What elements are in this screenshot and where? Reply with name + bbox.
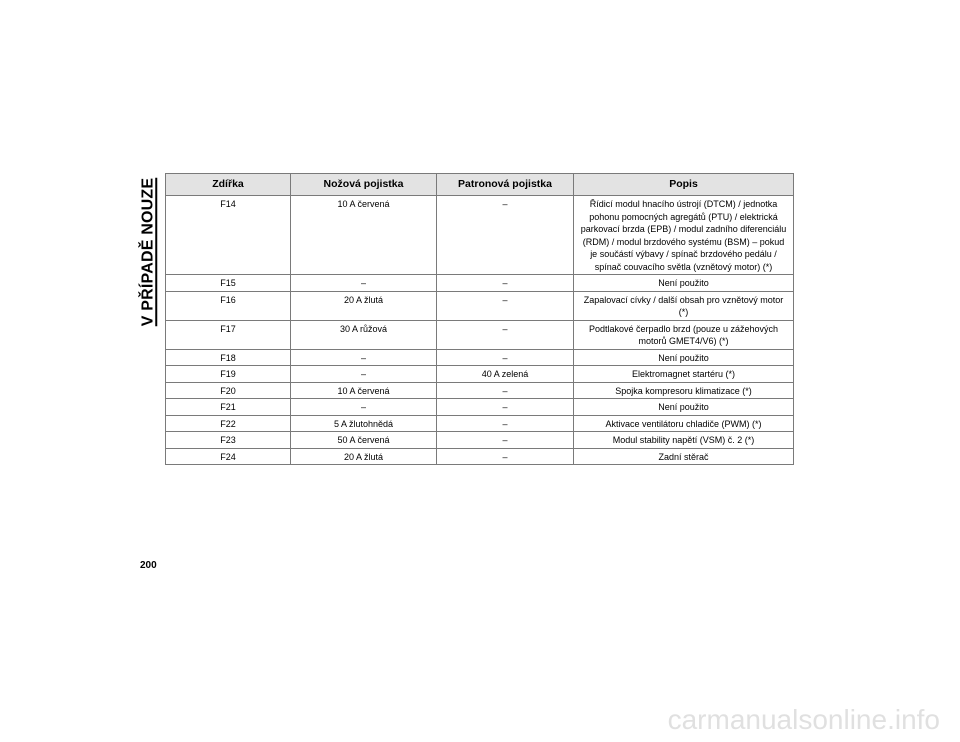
cell-slot: F18 [166,349,291,366]
cell-slot: F16 [166,291,291,320]
table-row [166,291,794,320]
table-header-row [166,174,794,196]
cell-blade-fuse: – [291,399,437,416]
table-row [166,399,794,416]
cell-blade-fuse: 30 A růžová [291,320,437,349]
cell-description: Aktivace ventilátoru chladiče (PWM) (*) [574,415,794,432]
cell-description: Podtlakové čerpadlo brzd (pouze u zážehových motorů GMET4/V6) (*) [574,320,794,349]
cell-slot: F22 [166,415,291,432]
cell-blade-fuse: – [291,366,437,383]
cell-cartridge-fuse: – [437,275,574,292]
table-row [166,196,794,275]
cell-slot: F19 [166,366,291,383]
cell-description: Spojka kompresoru klimatizace (*) [574,382,794,399]
cell-description: Zapalovací cívky / další obsah pro vznětový motor (*) [574,291,794,320]
cell-description: Řídicí modul hnacího ústrojí (DTCM) / jednotka pohonu pomocných agregátů (PTU) / elektrická parkovací brzda (EPB) / modul zadního diferenciálu (RDM) / modul brzdového systému (BSM) – pokud je součástí výbavy / spínač brzdového pedálu / spínač couvacího světla (vznětový motor) (*) [574,196,794,275]
table-row [166,382,794,399]
table-row [166,275,794,292]
cell-blade-fuse: 5 A žlutohnědá [291,415,437,432]
cell-blade-fuse: 10 A červená [291,382,437,399]
cell-description: Není použito [574,275,794,292]
cell-slot: F24 [166,448,291,465]
header-description: Popis [574,174,794,196]
cell-description: Modul stability napětí (VSM) č. 2 (*) [574,432,794,449]
cell-slot: F23 [166,432,291,449]
cell-description: Není použito [574,399,794,416]
cell-slot: F17 [166,320,291,349]
cell-blade-fuse: 20 A žlutá [291,448,437,465]
cell-cartridge-fuse: 40 A zelená [437,366,574,383]
header-slot: Zdířka [166,174,291,196]
cell-cartridge-fuse: – [437,291,574,320]
cell-blade-fuse: 50 A červená [291,432,437,449]
cell-description: Není použito [574,349,794,366]
chapter-title-text: V PŘÍPADĚ NOUZE [139,177,156,327]
cell-slot: F15 [166,275,291,292]
table-row [166,349,794,366]
cell-slot: F14 [166,196,291,275]
chapter-side-title [138,172,158,332]
cell-cartridge-fuse: – [437,432,574,449]
cell-blade-fuse: – [291,275,437,292]
table-row [166,366,794,383]
cell-cartridge-fuse: – [437,349,574,366]
table-row [166,448,794,465]
cell-cartridge-fuse: – [437,196,574,275]
cell-cartridge-fuse: – [437,382,574,399]
table-row [166,320,794,349]
header-cartridge-fuse: Patronová pojistka [437,174,574,196]
table-row [166,432,794,449]
header-blade-fuse: Nožová pojistka [291,174,437,196]
table-row [166,415,794,432]
cell-slot: F20 [166,382,291,399]
cell-description: Elektromagnet startéru (*) [574,366,794,383]
page-number: 200 [140,560,157,571]
cell-slot: F21 [166,399,291,416]
watermark-text: carmanualsonline.info [667,704,940,735]
cell-cartridge-fuse: – [437,399,574,416]
cell-blade-fuse: 20 A žlutá [291,291,437,320]
cell-cartridge-fuse: – [437,448,574,465]
cell-blade-fuse: 10 A červená [291,196,437,275]
cell-cartridge-fuse: – [437,415,574,432]
cell-description: Zadní stěrač [574,448,794,465]
cell-blade-fuse: – [291,349,437,366]
cell-cartridge-fuse: – [437,320,574,349]
fuse-table [165,173,794,465]
